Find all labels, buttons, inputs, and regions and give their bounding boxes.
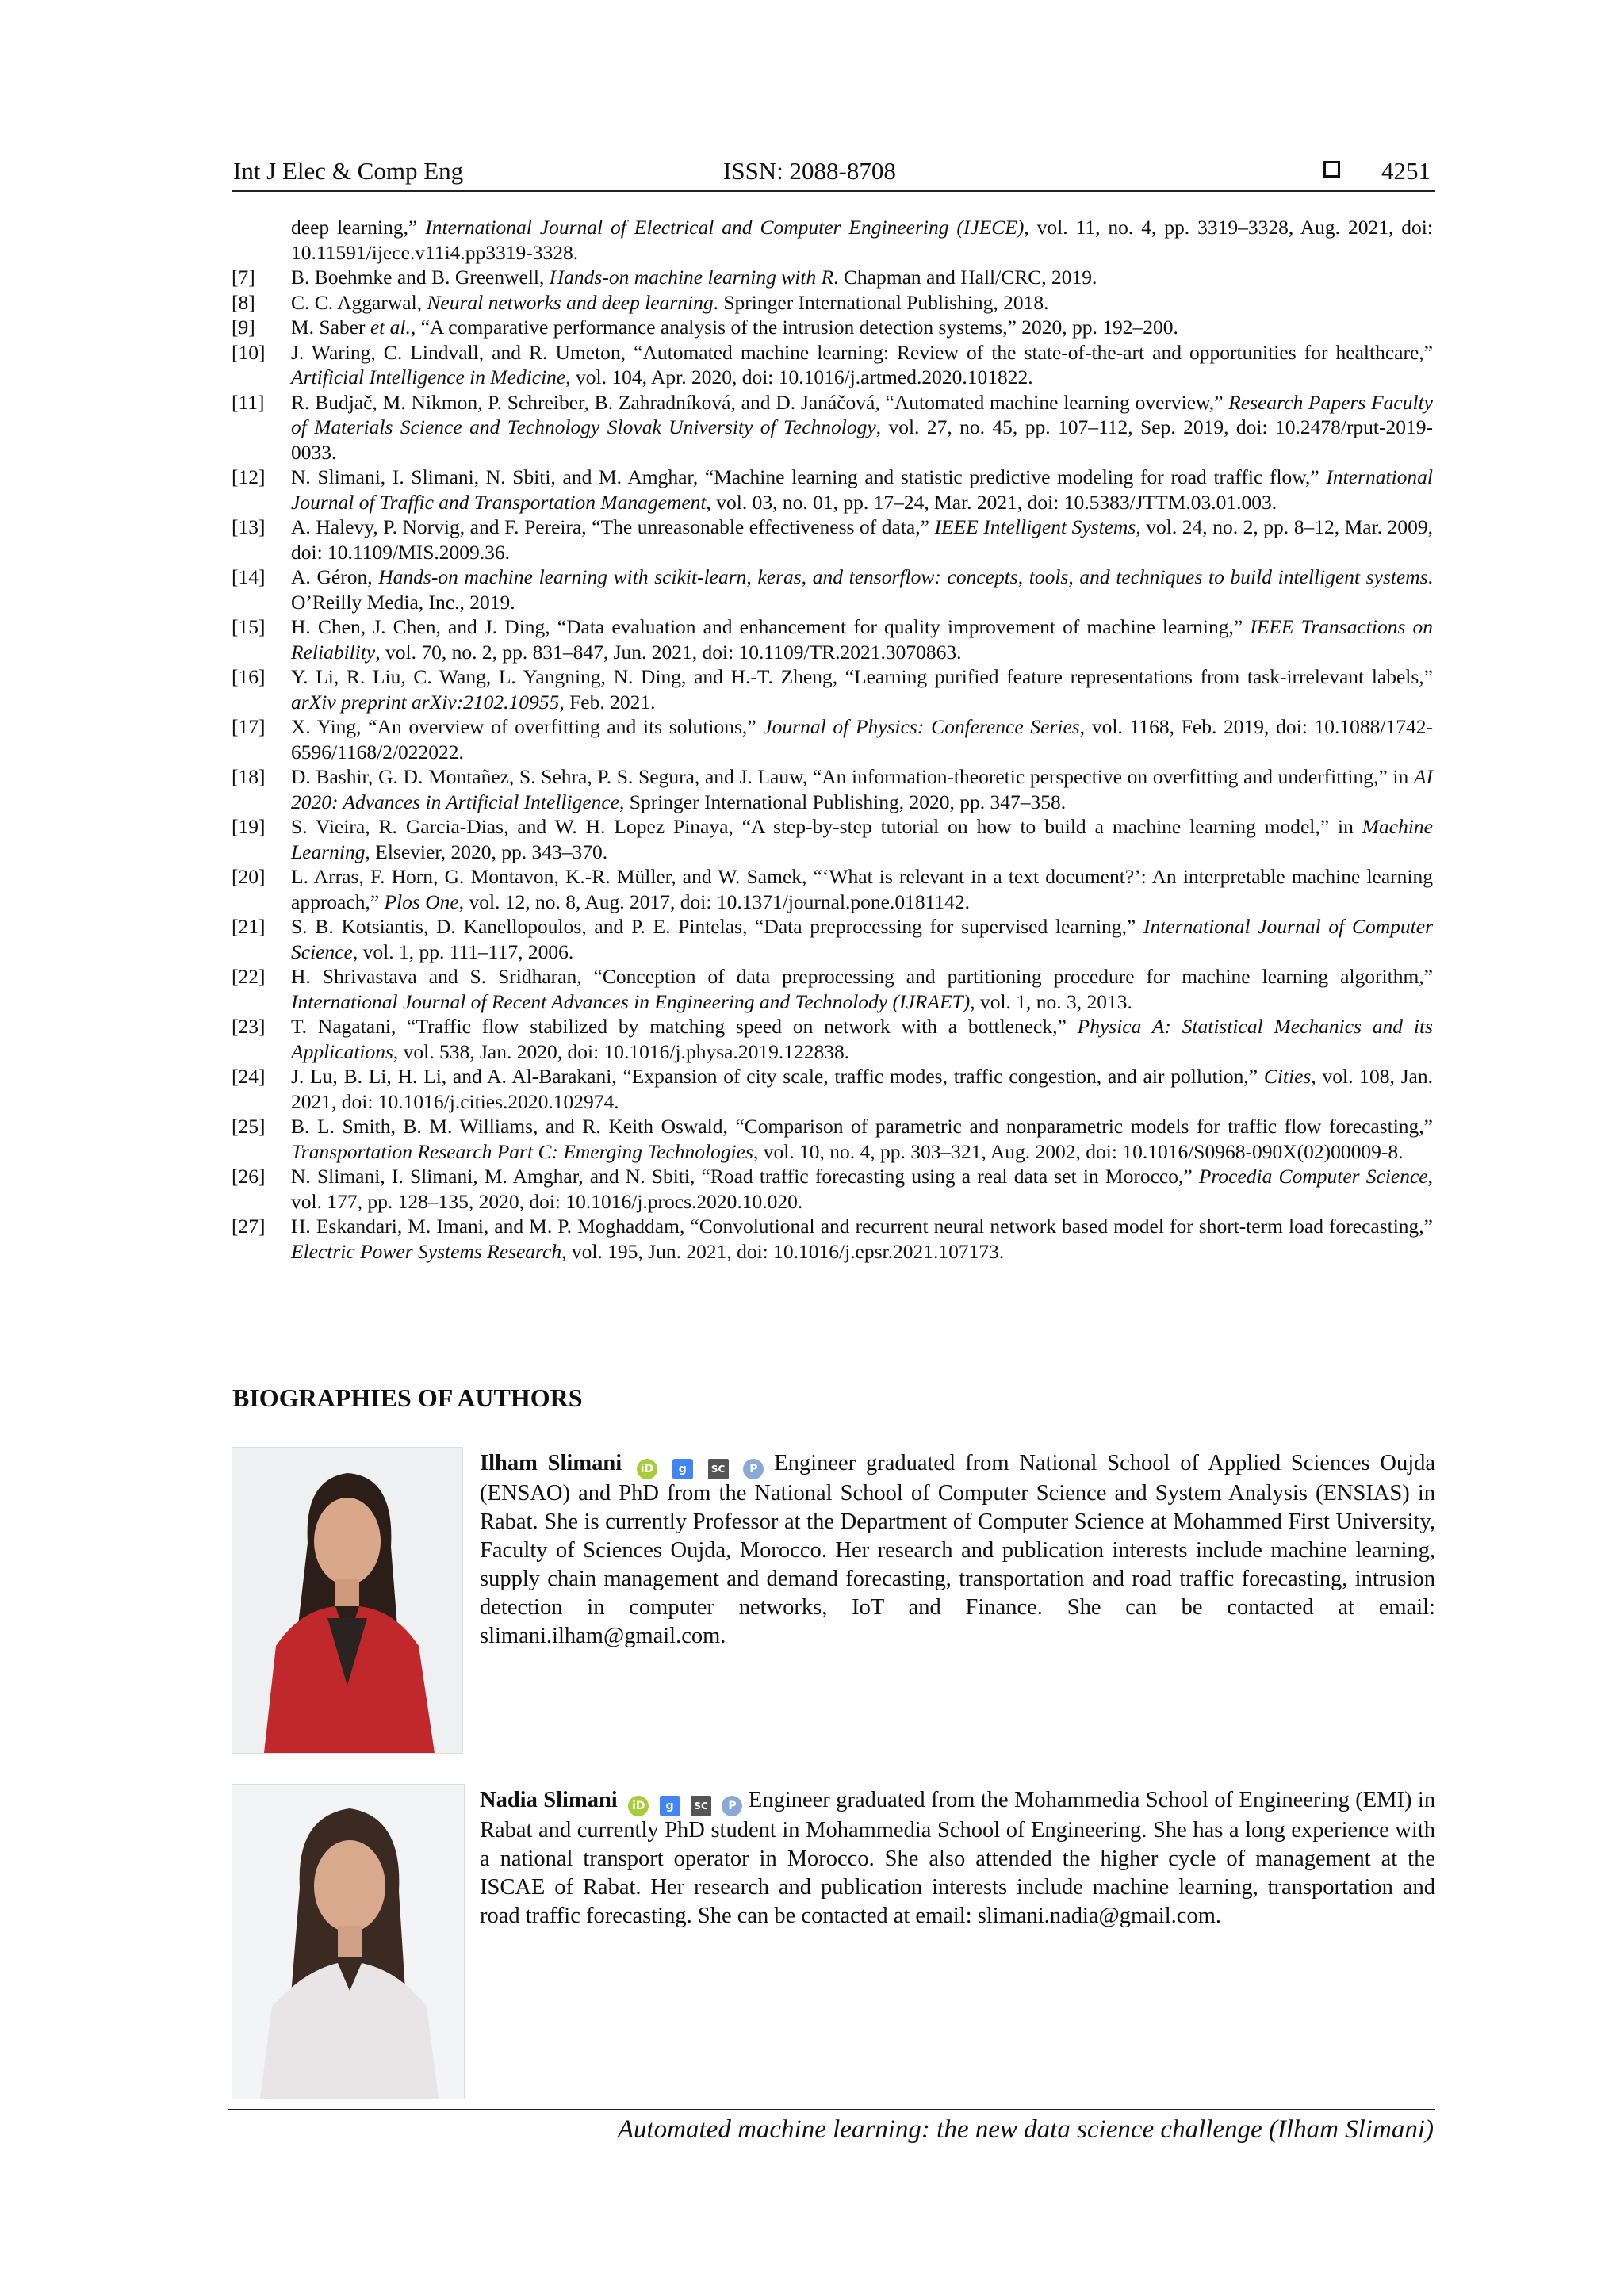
- reference-text-segment: D. Bashir, G. D. Montañez, S. Sehra, P. S. Segura, and J. Lauw, “An information-theoretic perspective on overfitting and underfitting,” in: [291, 765, 1414, 788]
- author-bio: [480, 1786, 1435, 1931]
- reference-text: [291, 914, 1433, 964]
- author-photo: [232, 1784, 465, 2099]
- reference-item: [232, 864, 1433, 914]
- reference-number: [25]: [232, 1115, 266, 1138]
- reference-number: [27]: [232, 1215, 266, 1238]
- reference-source-title: Electric Power Systems Research: [291, 1239, 562, 1263]
- reference-text-segment: R. Budjač, M. Nikmon, P. Schreiber, B. Zahradníková, and D. Janáčová, “Automated machine learning overview,”: [291, 390, 1229, 414]
- reference-item: [232, 515, 1433, 564]
- reference-text: [291, 664, 1433, 714]
- reference-item: [232, 1064, 1433, 1114]
- reference-number: [8]: [232, 290, 255, 314]
- reference-text-segment: J. Waring, C. Lindvall, and R. Umeton, “Automated machine learning: Review of the state-of-the-art and opportunities for healthcare,”: [291, 340, 1433, 364]
- reference-text: [291, 265, 1433, 290]
- reference-number: [22]: [232, 965, 266, 988]
- reference-text: [291, 614, 1433, 664]
- reference-source-title: Hands-on machine learning with R: [549, 266, 834, 289]
- orcid-icon[interactable]: iD: [637, 1459, 657, 1479]
- reference-text-segment: S. B. Kotsiantis, D. Kanellopoulos, and P. E. Pintelas, “Data preprocessing for supervised learning,”: [291, 915, 1143, 938]
- reference-text-segment: , vol. 27, no. 45, pp. 107–112, Sep. 2019, doi: 10.2478/rput-2019-0033.: [291, 415, 1434, 464]
- reference-text: [291, 964, 1433, 1014]
- reference-text-segment: H. Shrivastava and S. Sridharan, “Conception of data preprocessing and partitioning procedure for machine learning algorithm,”: [291, 965, 1433, 988]
- reference-source-title: AI 2020: Advances in Artificial Intelligence: [291, 765, 1433, 813]
- reference-text-segment: , Elsevier, 2020, pp. 343–370.: [365, 840, 608, 863]
- reference-source-title: Neural networks and deep learning: [427, 290, 714, 314]
- reference-text-segment: deep learning,”: [291, 216, 426, 239]
- reference-text: [291, 814, 1433, 864]
- reference-text: [291, 1114, 1433, 1164]
- reference-text-segment: . Chapman and Hall/CRC, 2019.: [833, 266, 1097, 289]
- square-bullet-icon: [1323, 161, 1340, 178]
- author-name: Ilham Slimani: [480, 1451, 622, 1475]
- reference-number: [21]: [232, 915, 266, 938]
- reference-text: [291, 290, 1433, 316]
- reference-text: [291, 465, 1433, 515]
- reference-text-segment: , vol. 03, no. 01, pp. 17–24, Mar. 2021, doi: 10.5383/JTTM.03.01.003.: [706, 490, 1277, 514]
- reference-text-segment: , “A comparative performance analysis of the intrusion detection systems,” 2020, pp. 192–200.: [410, 316, 1178, 339]
- reference-number: [17]: [232, 715, 266, 738]
- reference-number: [9]: [232, 316, 255, 339]
- reference-text-segment: S. Vieira, R. Garcia-Dias, and W. H. Lopez Pinaya, “A step-by-step tutorial on how to build a machine learning model,” in: [291, 815, 1362, 838]
- reference-text: [291, 564, 1433, 614]
- reference-text-segment: L. Arras, F. Horn, G. Montavon, K.-R. Müller, and W. Samek, “‘What is relevant in a text document?’: An interpretable machine learning approach,”: [291, 865, 1433, 913]
- reference-text: [291, 1014, 1433, 1064]
- reference-source-title: Machine Learning: [291, 815, 1433, 863]
- reference-item: [232, 1114, 1433, 1164]
- reference-text-segment: X. Ying, “An overview of overfitting and its solutions,”: [291, 715, 764, 738]
- reference-text-segment: N. Slimani, I. Slimani, N. Sbiti, and M. Amghar, “Machine learning and statistic predictive modeling for road traffic flow,”: [291, 465, 1327, 488]
- reference-source-title: Transportation Research Part C: Emerging Technologies: [291, 1139, 753, 1163]
- reference-number: [19]: [232, 815, 266, 838]
- reference-number: [11]: [232, 390, 265, 414]
- reference-source-title: Cities: [1263, 1065, 1312, 1088]
- reference-item: [232, 265, 1433, 290]
- reference-source-title: et al.: [370, 316, 411, 339]
- reference-source-title: Plos One: [384, 890, 459, 913]
- issn: ISSN: 2088-8708: [723, 157, 896, 185]
- reference-source-title: Physica A: Statistical Mechanics and its Applications: [291, 1015, 1433, 1063]
- biographies-heading: BIOGRAPHIES OF AUTHORS: [232, 1383, 583, 1412]
- reference-text: [291, 390, 1433, 465]
- author-bio-text: Engineer graduated from National School of Applied Sciences Oujda (ENSAO) and PhD from the National School of Computer Science and System Analysis (ENSIAS) in Rabat. She is currently Professor at the Department of Computer Science at Mohammed First University, Faculty of Sciences Oujda, Morocco. Her research and publication interests include machine learning, supply chain management and demand forecasting, transportation and road traffic forecasting, intrusion detection in computer networks, IoT and Finance. She can be contacted at email: slimani.ilham@gmail.com.: [480, 1451, 1436, 1648]
- reference-source-title: IEEE Transactions on Reliability: [291, 615, 1433, 664]
- reference-text-segment: , vol. 70, no. 2, pp. 831–847, Jun. 2021, doi: 10.1109/TR.2021.3070863.: [375, 640, 962, 664]
- reference-source-title: Research Papers Faculty of Materials Science and Technology Slovak University of Technology: [291, 390, 1433, 438]
- reference-item: [232, 814, 1433, 864]
- reference-number: [14]: [232, 565, 266, 588]
- reference-item: [232, 964, 1433, 1014]
- reference-item: [232, 1164, 1433, 1214]
- reference-item: [232, 315, 1433, 340]
- reference-list: [232, 215, 1433, 1264]
- author-name: Nadia Slimani: [480, 1788, 618, 1812]
- orcid-icon[interactable]: iD: [628, 1796, 649, 1816]
- reference-text-segment: , vol. 24, no. 2, pp. 8–12, Mar. 2009, doi: 10.1109/MIS.2009.36.: [291, 515, 1433, 564]
- reference-item: [232, 664, 1433, 714]
- reference-text-segment: A. Halevy, P. Norvig, and F. Pereira, “The unreasonable effectiveness of data,”: [291, 515, 935, 538]
- reference-source-title: International Journal of Electrical and Computer Engineering (IJECE): [425, 216, 1025, 239]
- reference-text-segment: , Springer International Publishing, 2020, pp. 347–358.: [619, 790, 1067, 813]
- reference-text: [291, 340, 1433, 390]
- journal-name: Int J Elec & Comp Eng: [233, 157, 464, 185]
- scopus-icon[interactable]: SC: [691, 1796, 711, 1816]
- reference-text-segment: . Springer International Publishing, 2018.: [713, 290, 1049, 314]
- reference-item: [232, 764, 1433, 814]
- reference-number: [16]: [232, 665, 266, 688]
- google-scholar-icon[interactable]: g: [660, 1796, 680, 1816]
- publons-icon[interactable]: P: [743, 1459, 764, 1479]
- reference-text-segment: , vol. 108, Jan. 2021, doi: 10.1016/j.cities.2020.102974.: [291, 1065, 1433, 1113]
- reference-text-segment: B. L. Smith, B. M. Williams, and R. Keith Oswald, “Comparison of parametric and nonparametric models for traffic flow forecasting,”: [291, 1115, 1433, 1138]
- reference-source-title: IEEE Intelligent Systems: [934, 515, 1136, 538]
- reference-text-segment: Y. Li, R. Liu, C. Wang, L. Yangning, N. Ding, and H.-T. Zheng, “Learning purified feature representations from task-irrelevant labels,”: [291, 665, 1433, 688]
- reference-text-segment: J. Lu, B. Li, H. Li, and A. Al-Barakani, “Expansion of city scale, traffic modes, traffic congestion, and air pollution,”: [291, 1065, 1264, 1088]
- scopus-icon[interactable]: SC: [708, 1459, 729, 1479]
- running-footer: Automated machine learning: the new data science challenge (Ilham Slimani): [617, 2115, 1434, 2144]
- reference-text: [291, 515, 1433, 564]
- page-number: 4251: [1381, 157, 1431, 185]
- reference-number: [232, 215, 291, 265]
- reference-text-segment: B. Boehmke and B. Greenwell,: [291, 266, 550, 289]
- reference-source-title: Hands-on machine learning with scikit-learn, keras, and tensorflow: concepts, tools, and techniques to build intelligent systems: [378, 565, 1428, 588]
- reference-number: [26]: [232, 1165, 266, 1188]
- reference-text: [291, 1214, 1433, 1264]
- publons-icon[interactable]: P: [722, 1796, 742, 1816]
- reference-text-segment: , vol. 195, Jun. 2021, doi: 10.1016/j.epsr.2021.107173.: [561, 1239, 1005, 1263]
- reference-text-segment: . O’Reilly Media, Inc., 2019.: [291, 565, 1434, 614]
- reference-number: [18]: [232, 765, 266, 788]
- reference-text-segment: , Feb. 2021.: [559, 690, 656, 714]
- author-bio: [480, 1449, 1435, 1651]
- reference-item: [232, 340, 1433, 390]
- google-scholar-icon[interactable]: g: [672, 1459, 693, 1479]
- reference-item: [232, 1014, 1433, 1064]
- running-header: [232, 155, 1435, 192]
- reference-item: [232, 215, 1433, 265]
- reference-source-title: Procedia Computer Science: [1198, 1165, 1428, 1188]
- footer-rule: [228, 2109, 1435, 2110]
- reference-text-segment: , vol. 10, no. 4, pp. 303–321, Aug. 2002, doi: 10.1016/S0968-090X(02)00009-8.: [753, 1139, 1404, 1163]
- reference-text-segment: , vol. 1, pp. 111–117, 2006.: [352, 939, 574, 963]
- reference-text-segment: , vol. 104, Apr. 2020, doi: 10.1016/j.artmed.2020.101822.: [565, 365, 1033, 388]
- reference-item: [232, 290, 1433, 316]
- reference-text-segment: C. C. Aggarwal,: [291, 290, 427, 314]
- reference-text: [291, 864, 1433, 914]
- reference-text: [291, 1164, 1433, 1214]
- reference-text-segment: H. Chen, J. Chen, and J. Ding, “Data evaluation and enhancement for quality improvement of machine learning,”: [291, 615, 1251, 638]
- reference-number: [13]: [232, 515, 266, 538]
- author-photo: [232, 1447, 463, 1754]
- reference-text-segment: A. Géron,: [291, 565, 379, 588]
- reference-number: [23]: [232, 1015, 266, 1038]
- reference-source-title: International Journal of Computer Science: [291, 915, 1434, 963]
- reference-text: [291, 1064, 1433, 1114]
- reference-text: [291, 315, 1433, 340]
- reference-item: [232, 390, 1433, 465]
- reference-text-segment: , vol. 1, no. 3, 2013.: [970, 989, 1132, 1013]
- reference-text: [291, 215, 1433, 265]
- reference-text-segment: N. Slimani, I. Slimani, M. Amghar, and N. Sbiti, “Road traffic forecasting using a real data set in Morocco,”: [291, 1165, 1199, 1188]
- reference-source-title: Artificial Intelligence in Medicine: [291, 365, 566, 388]
- reference-number: [20]: [232, 865, 266, 888]
- reference-text-segment: H. Eskandari, M. Imani, and M. P. Moghaddam, “Convolutional and recurrent neural network based model for short-term load forecasting,”: [291, 1215, 1433, 1238]
- reference-item: [232, 1214, 1433, 1264]
- reference-text: [291, 764, 1433, 814]
- reference-text: [291, 714, 1433, 764]
- reference-text-segment: , vol. 538, Jan. 2020, doi: 10.1016/j.physa.2019.122838.: [393, 1039, 850, 1063]
- reference-number: [24]: [232, 1065, 266, 1088]
- reference-number: [15]: [232, 615, 266, 638]
- reference-item: [232, 564, 1433, 614]
- reference-number: [10]: [232, 340, 266, 364]
- reference-source-title: International Journal of Recent Advances in Engineering and Technolody (IJRAET): [291, 989, 971, 1013]
- author-bio-text: Engineer graduated from the Mohammedia School of Engineering (EMI) in Rabat and currently PhD student in Mohammedia School of Engineering. She has a long experience with a national transport operator in Morocco. She also attended the higher cycle of management at the ISCAE of Rabat. Her research and publication interests include machine learning, transportation and road traffic forecasting. She can be contacted at email: slimani.nadia@gmail.com.: [480, 1788, 1436, 1928]
- reference-item: [232, 914, 1433, 964]
- reference-source-title: arXiv preprint arXiv:2102.10955: [291, 690, 560, 714]
- reference-text-segment: , vol. 12, no. 8, Aug. 2017, doi: 10.1371/journal.pone.0181142.: [458, 890, 971, 913]
- reference-text-segment: T. Nagatani, “Traffic flow stabilized by matching speed on network with a bottleneck,”: [291, 1015, 1078, 1038]
- reference-item: [232, 614, 1433, 664]
- reference-text-segment: , vol. 177, pp. 128–135, 2020, doi: 10.1016/j.procs.2020.10.020.: [291, 1165, 1433, 1213]
- reference-number: [7]: [232, 266, 255, 289]
- reference-source-title: Journal of Physics: Conference Series: [763, 715, 1080, 738]
- reference-item: [232, 714, 1433, 764]
- reference-source-title: International Journal of Traffic and Transportation Management: [291, 465, 1433, 514]
- reference-number: [12]: [232, 465, 266, 488]
- reference-text-segment: M. Saber: [291, 316, 370, 339]
- reference-text-segment: , vol. 1168, Feb. 2019, doi: 10.1088/1742-6596/1168/2/022022.: [291, 715, 1434, 763]
- reference-item: [232, 465, 1433, 515]
- reference-text-segment: , vol. 11, no. 4, pp. 3319–3328, Aug. 2021, doi: 10.11591/ijece.v11i4.pp3319-3328.: [291, 216, 1433, 264]
